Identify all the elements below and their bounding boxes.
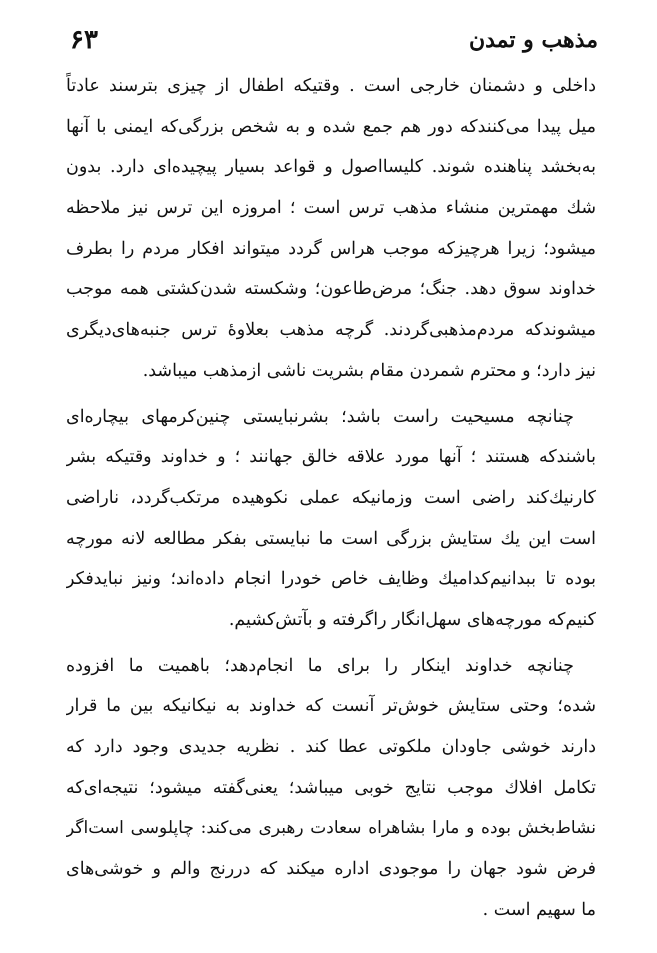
text-line: میشود؛ زیرا هرچیزکه موجب هراس گردد میتواند افکار مردم را بطرف bbox=[66, 238, 596, 259]
text-line: فرض شود جهان را موجودی اداره میکند که دررنج والم و خوشی‌های bbox=[66, 859, 596, 880]
running-title: مذهب و تمدن bbox=[468, 27, 598, 53]
text-line: میل پیدا می‌کنندکه دور هم جمع شده و به شخص بزرگی‌که ایمنی با آنها bbox=[66, 116, 596, 137]
text-line: کارنیك‌کند راضی است وزمانیکه عملی نکوهیده مرتکب‌گردد، ناراضی bbox=[66, 487, 596, 508]
page-body bbox=[66, 66, 596, 930]
text-line: بوده تا ببدانیم‌کدامیك وظایف خاص خودرا انجام داده‌اند؛ ونیز نبایدفکر bbox=[66, 569, 596, 590]
text-line: چنانچه خداوند اینکار را برای ما انجام‌دهد؛ باهمیت ما افزوده bbox=[66, 655, 574, 676]
text-line: نشاط‌بخش بوده و مارا بشاهراه سعادت رهبری می‌کند: چاپلوسی است‌اگر bbox=[66, 818, 596, 839]
text-line: باشندکه هستند ؛ آنها مورد علاقه خالق جهانند ؛ و خداوند وقتیکه بشر bbox=[66, 447, 596, 468]
paragraph-3 bbox=[66, 646, 596, 931]
page-header bbox=[70, 22, 598, 58]
page-number: ۶۳ bbox=[70, 25, 98, 55]
paragraph-2 bbox=[66, 397, 596, 641]
text-line: است این یك ستایش بزرگی است ما نبایستی بفکر مطالعه لانه مورچه bbox=[66, 528, 596, 549]
text-line: به‌بخشد پناهنده شوند. کلیسااصول و قواعد بسیار پیچیده‌ای دارد. بدون‌ bbox=[66, 157, 596, 178]
text-line: نیز دارد؛ و محترم شمردن مقام بشریت ناشی ازمذهب میباشد. bbox=[142, 360, 596, 381]
text-line: داخلی و دشمنان خارجی است . وقتیکه اطفال از چیزی بترسند عادتاً bbox=[66, 76, 596, 96]
text-line: خداوند سوق دهد. جنگ؛ مرض‌طاعون؛ وشکسته شدن‌کشتی همه موجب bbox=[66, 279, 596, 300]
paragraph-1 bbox=[66, 66, 596, 392]
text-line: دارند خوشی جاودان ملکوتی عطا کند . نظریه جدیدی وجود دارد که bbox=[66, 737, 596, 757]
text-line: شده؛ وحتی ستایش خوش‌تر آنست که خداوند به نیکانیکه بین ما قرار bbox=[66, 696, 596, 717]
text-line: تکامل افلاك موجب نتایج خوبی میباشد؛ یعنی‌گفته میشود؛ نتیجه‌ای‌که bbox=[66, 777, 596, 798]
text-line: ما سهیم است . bbox=[482, 899, 596, 920]
text-line: کنیم‌که مورچه‌های سهل‌انگار راگرفته و بآتش‌کشیم. bbox=[228, 609, 596, 630]
text-line: چنانچه مسیحیت راست باشد؛ بشرنبایستی چنین‌کرمهای بیچاره‌ای bbox=[66, 406, 574, 427]
text-line: شك مهمترین منشاء مذهب ترس است ؛ امروزه این ترس نیز ملاحظه bbox=[66, 198, 596, 219]
text-line: میشوندکه مردم‌مذهبی‌گردند. گرچه مذهب بعلاوۀ ترس جنبه‌های‌دیگری bbox=[66, 320, 596, 341]
